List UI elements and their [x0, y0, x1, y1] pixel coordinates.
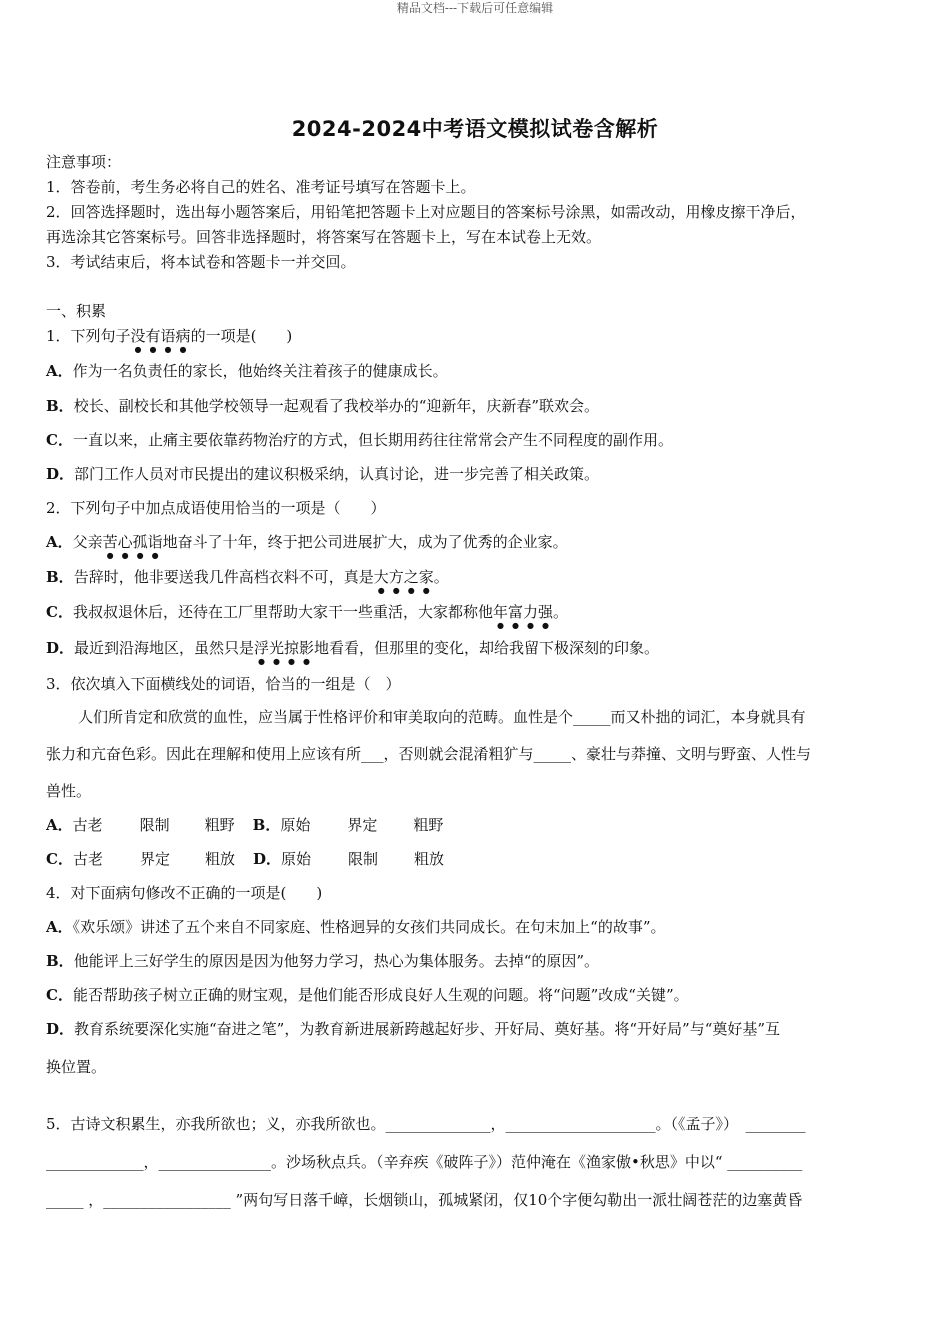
option-text: 能否帮助孩子树立正确的财宝观，是他们能否形成良好人生观的问题。将“问题”改成“关键”。 [72, 986, 689, 1004]
option-text: 地看看，但那里的变化，却给我留下极深刻的印象。 [314, 639, 660, 657]
question-1-stem [46, 326, 292, 354]
q4-option-c [46, 985, 689, 1005]
option-word: 原始 [280, 850, 311, 868]
q2-option-c [46, 602, 568, 630]
q4-option-a [46, 917, 665, 937]
option-label: B． [46, 568, 74, 586]
option-text: 校长、副校长和其他学校领导一起观看了我校举办的“迎新年，庆新春”联欢会。 [73, 397, 600, 415]
option-label: C． [46, 850, 73, 868]
q2-option-d [46, 638, 659, 666]
option-word: 原始 [280, 816, 311, 834]
option-label: D． [46, 1020, 75, 1038]
page-header: 精品文档---下载后可任意编辑 [396, 1, 554, 15]
q3-passage-line: 人们所肯定和欣赏的血性，应当属于性格评价和审美取向的范畴。血性是个_____而又朴拙的词汇，本身就具有 [78, 708, 806, 726]
option-word: 限制 [139, 816, 170, 834]
option-word: 古老 [72, 850, 103, 868]
option-text: 。 [433, 568, 449, 586]
q3-options-row [46, 849, 444, 869]
q3-options-row [46, 815, 443, 835]
option-label: C． [46, 431, 73, 449]
option-word: 界定 [347, 816, 378, 834]
option-text: 我叔叔退休后，还待在工厂里帮助大家干一些重活，大家都称他 [72, 603, 493, 621]
emphasized-idiom: 大方之家 [373, 568, 434, 586]
option-text: 他能评上三好学生的原因是因为他努力学习，热心为集体服务。去掉“的原因”。 [73, 952, 600, 970]
question-3-stem: 3．依次填入下面横线处的词语，恰当的一组是（ ） [46, 675, 401, 693]
q4-option-d [46, 1019, 780, 1039]
question-5-line: _____ ，_________________ ”两句写日落千嶂，长烟锁山，孤城紧闭，仅10个字便勾勒出一派壮阔苍茫的边塞黄昏 [46, 1191, 803, 1209]
question-2-stem: 2．下列句子中加点成语使用恰当的一项是（ ） [46, 499, 386, 517]
q1-option-b [46, 396, 599, 416]
option-text: 教育系统要深化实施“奋进之笔”，为教育新进展新跨越起好步、开好局、奠好基。将“开好局”与“奠好基”互 [74, 1020, 781, 1038]
stem-text: 1．下列句子 [46, 327, 131, 345]
option-text: 地奋斗了十年，终于把公司进展扩大，成为了优秀的企业家。 [162, 533, 568, 551]
option-label: D． [46, 639, 75, 657]
q2-option-b [46, 567, 449, 595]
option-text: 最近到沿海地区，虽然只是 [74, 639, 255, 657]
emphasized-text: 没有语病 [130, 327, 191, 345]
option-word: 界定 [139, 850, 170, 868]
option-label: C． [46, 986, 73, 1004]
option-label: B． [46, 952, 74, 970]
option-text: 《欢乐颂》讲述了五个来自不同家庭、性格迥异的女孩们共同成长。在句末加上“的故事”。 [72, 918, 666, 936]
notice-item: 3．考试结束后，将本试卷和答题卡一并交回。 [46, 253, 356, 271]
notice-heading: 注意事项： [46, 153, 122, 171]
option-label: D． [252, 850, 281, 868]
option-text: 。 [552, 603, 568, 621]
notice-item: 2．回答选择题时，选出每小题答案后，用铅笔把答题卡上对应题目的答案标号涂黑，如需改动，用橡皮擦干净后， [46, 203, 806, 221]
option-label: A． [46, 816, 73, 834]
option-text: 作为一名负责任的家长，他始终关注着孩子的健康成长。 [72, 362, 448, 380]
question-5-line: 5．古诗文积累生，亦我所欲也；义，亦我所欲也。______________，____________________。（《孟子》） ________ [46, 1115, 806, 1133]
q2-option-a [46, 532, 568, 560]
option-label: A． [46, 918, 73, 936]
option-word: 古老 [72, 816, 103, 834]
emphasized-idiom: 浮光掠影 [254, 639, 315, 657]
option-label: A． [46, 533, 73, 551]
q1-option-d [46, 464, 599, 484]
notice-item: 1．答卷前，考生务必将自己的姓名、准考证号填写在答题卡上。 [46, 178, 476, 196]
option-text: 告辞时，他非要送我几件高档衣料不可，真是 [73, 568, 374, 586]
section-heading: 一、积累 [46, 302, 107, 320]
option-text: 父亲 [72, 533, 103, 551]
question-4-stem: 4．对下面病句修改不正确的一项是( ) [46, 884, 323, 902]
option-word: 粗放 [204, 850, 235, 868]
notice-item: 再选涂其它答案标号。回答非选择题时，将答案写在答题卡上，写在本试卷上无效。 [46, 228, 602, 246]
option-word: 粗放 [413, 850, 444, 868]
emphasized-idiom: 苦心孤诣 [102, 533, 163, 551]
option-label: B． [46, 397, 74, 415]
option-label: B． [252, 816, 281, 834]
emphasized-idiom: 年富力强 [492, 603, 553, 621]
q1-option-c [46, 430, 673, 450]
q4-option-b [46, 951, 599, 971]
option-label: A． [46, 362, 73, 380]
q3-passage-line: 兽性。 [46, 782, 92, 800]
option-label: C． [46, 603, 73, 621]
option-text: 部门工作人员对市民提出的建议积极采纳，认真讨论，进一步完善了相关政策。 [74, 465, 600, 483]
question-5-line: _____________，_______________。沙场秋点兵。（辛弃疾《破阵子》）范仲淹在《渔家傲•秋思》中以“ __________ [46, 1153, 803, 1171]
page-title: 2024-2024中考语文模拟试卷含解析 [291, 117, 659, 141]
option-text: 一直以来，止痛主要依靠药物治疗的方式，但长期用药往往常常会产生不同程度的副作用。 [72, 431, 673, 449]
q3-passage-line: 张力和亢奋色彩。因此在理解和使用上应该有所___，否则就会混淆粗犷与_____、豪壮与莽撞、文明与野蛮、人性与 [46, 745, 812, 763]
q1-option-a [46, 361, 448, 381]
stem-text: 的一项是( ) [190, 327, 293, 345]
q4-option-d-continued: 换位置。 [46, 1058, 107, 1076]
option-label: D． [46, 465, 75, 483]
option-word: 粗野 [413, 816, 444, 834]
option-word: 限制 [347, 850, 378, 868]
option-word: 粗野 [204, 816, 235, 834]
